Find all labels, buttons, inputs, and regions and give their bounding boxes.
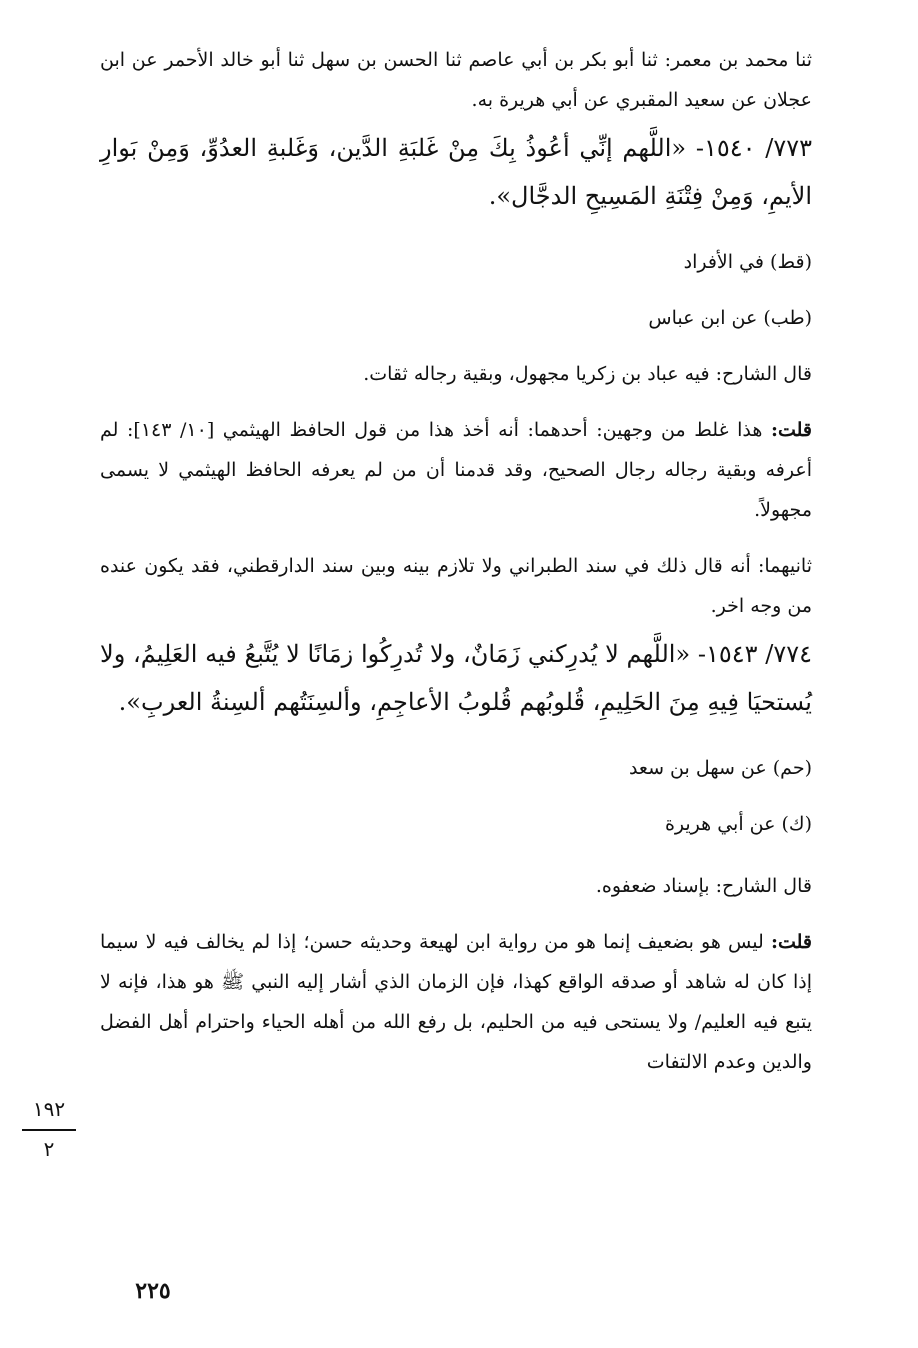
comment-text: هذا غلط من وجهين: أحدهما: أنه أخذ هذا من قول الحافظ الهيثمي [١٠/ ١٤٣]: لم أعرفه وبقية رجاله رجال الصحيح، وقد قدمنا أن من لم يعرفه الحافظ الهيثمي لا يسمى مجهولاً. xyxy=(100,419,812,521)
source-text: (ك) عن أبي هريرة xyxy=(664,813,812,835)
hadith-774 xyxy=(100,630,812,726)
second-reason-paragraph xyxy=(100,546,812,626)
page-body xyxy=(100,40,812,1082)
second-reason-text: ثانيهما: أنه قال ذلك في سند الطبراني ولا تلازم بينه وبين سند الدارقطني، فقد يكون عنده من وجه اخر. xyxy=(100,555,812,617)
source-text: (قط) في الأفراد xyxy=(683,251,812,273)
commentator-note xyxy=(100,866,812,906)
hadith-number: ٧٧٤/ ١٥٤٣- xyxy=(697,640,812,668)
comment-text: ليس هو بضعيف إنما هو من رواية ابن لهيعة وحديثه حسن؛ إذا لم يخالف فيه لا سيما إذا كان له شاهد أو صدقه الواقع كهذا، فإن الزمان الذي أشار إليه النبي ﷺ هو هذا، فإنه لا يتبع فيه العليم/ ولا يستحى فيه من الحليم، بل رفع الله من أهله الحياء واحترام أهل الفضل والدين وعدم الالتفات xyxy=(100,931,812,1073)
source-text: (حم) عن سهل بن سعد xyxy=(628,757,812,779)
margin-folio-note xyxy=(22,1095,76,1163)
source-text: (طب) عن ابن عباس xyxy=(648,307,812,329)
comment-lead: قلت: xyxy=(770,419,812,441)
source-line xyxy=(100,748,812,788)
editor-comment xyxy=(100,922,812,1082)
hadith-773 xyxy=(100,124,812,220)
hadith-text: «اللَّهم إنِّي أعُوذُ بِكَ مِنْ غَلبَةِ الدَّين، وَغَلبةِ العدُوِّ، وَمِنْ بَوارِ الأيمِ، وَمِنْ فِتْنَةِ المَسِيحِ الدجَّال». xyxy=(100,134,812,210)
commentator-text: قال الشارح: بإسناد ضعفوه. xyxy=(595,875,812,897)
margin-folio-divider xyxy=(22,1129,76,1131)
margin-folio-bottom: ٢ xyxy=(43,1137,55,1161)
source-line xyxy=(100,242,812,282)
hadith-number: ٧٧٣/ ١٥٤٠- xyxy=(695,134,812,162)
commentator-note xyxy=(100,354,812,394)
source-line xyxy=(100,298,812,338)
source-line xyxy=(100,804,812,844)
page-number: ٢٢٥ xyxy=(135,1278,171,1304)
editor-comment xyxy=(100,410,812,530)
margin-folio-top: ١٩٢ xyxy=(32,1097,66,1121)
comment-lead: قلت: xyxy=(770,931,812,953)
isnad-paragraph xyxy=(100,40,812,120)
commentator-text: قال الشارح: فيه عباد بن زكريا مجهول، وبقية رجاله ثقات. xyxy=(363,363,812,385)
isnad-text: ثنا محمد بن معمر: ثنا أبو بكر بن أبي عاصم ثنا الحسن بن سهل ثنا أبو خالد الأحمر عن ابن عجلان عن سعيد المقبري عن أبي هريرة به. xyxy=(100,49,812,111)
hadith-text: «اللَّهم لا يُدرِكني زَمَانٌ، ولا تُدرِكُوا زمَانًا لا يُتَّبعُ فيه العَلِيمُ، ولا يُستحيَا فِيهِ مِنَ الحَلِيمِ، قُلوبُهم قُلوبُ الأعاجِمِ، وألسِنَتُهم ألسِنةُ العربِ». xyxy=(100,640,812,716)
